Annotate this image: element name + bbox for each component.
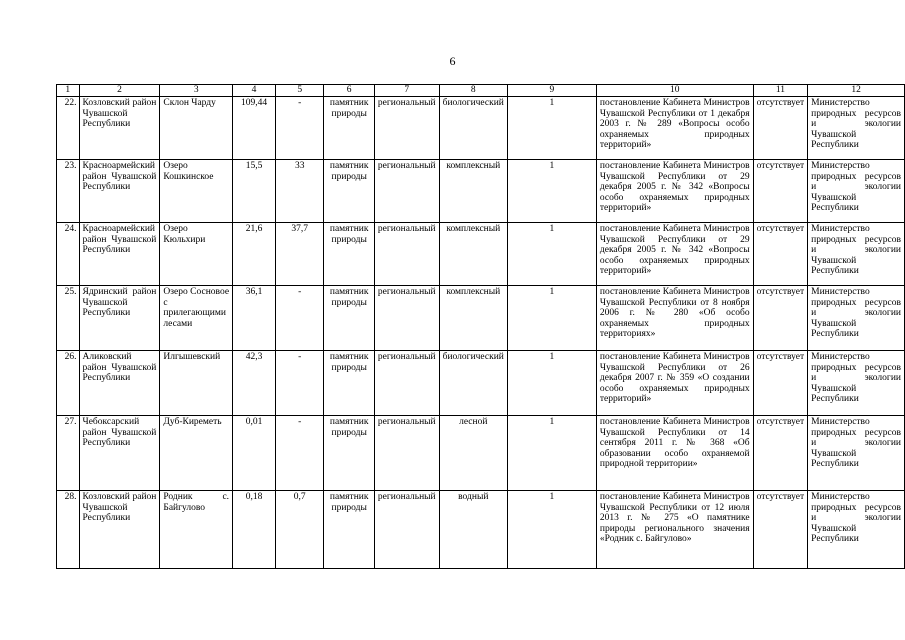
profile-cell: комплексный [439, 223, 507, 286]
significance-cell: региональный [374, 416, 439, 491]
ministry-cell: Министерство природных ресурсов и экологии Чувашской Республики [808, 223, 905, 286]
district-cell: Козловский район Чувашской Республики [79, 97, 160, 160]
district-cell: Ядринский район Чувашской Республики [79, 286, 160, 351]
category-cell: памятник природы [324, 416, 374, 491]
table-body [57, 85, 905, 569]
count-cell: 1 [507, 491, 596, 569]
category-cell: памятник природы [324, 223, 374, 286]
status-cell: отсутствует [753, 286, 808, 351]
table-row [57, 97, 905, 160]
category-cell: памятник природы [324, 351, 374, 416]
status-cell: отсутствует [753, 223, 808, 286]
table-row [57, 351, 905, 416]
protection-zone-area-cell: - [276, 97, 324, 160]
count-cell: 1 [507, 97, 596, 160]
header-row [57, 85, 905, 97]
row-number: 28. [57, 491, 80, 569]
document-cell: постановление Кабинета Министров Чувашской Республики от 29 декабря 2005 г. № 342 «Вопросы особо охраняемых природных территорий» [596, 160, 753, 223]
row-number: 27. [57, 416, 80, 491]
table-row [57, 286, 905, 351]
status-cell: отсутствует [753, 351, 808, 416]
document-cell: постановление Кабинета Министров Чувашской Республики от 26 декабря 2007 г. № 359 «О создании особо охраняемых природных территорий» [596, 351, 753, 416]
row-number: 26. [57, 351, 80, 416]
district-cell: Козловский район Чувашской Республики [79, 491, 160, 569]
ministry-cell: Министерство природных ресурсов и экологии Чувашской Республики [808, 97, 905, 160]
ministry-cell: Министерство природных ресурсов и экологии Чувашской Республики [808, 160, 905, 223]
table-row [57, 416, 905, 491]
district-cell: Красноармейский район Чувашской Республики [79, 223, 160, 286]
status-cell: отсутствует [753, 97, 808, 160]
table-row [57, 491, 905, 569]
document-cell: постановление Кабинета Министров Чувашской Республики от 1 декабря 2003 г. № 289 «Вопросы особо охраняемых природных территорий» [596, 97, 753, 160]
area-cell: 0,18 [233, 491, 276, 569]
status-cell: отсутствует [753, 491, 808, 569]
profile-cell: биологический [439, 97, 507, 160]
header-cell: 7 [374, 85, 439, 97]
header-cell: 11 [753, 85, 808, 97]
profile-cell: лесной [439, 416, 507, 491]
ministry-cell: Министерство природных ресурсов и экологии Чувашской Республики [808, 286, 905, 351]
row-number: 22. [57, 97, 80, 160]
name-cell: Родник с. Байгулово [160, 491, 233, 569]
significance-cell: региональный [374, 351, 439, 416]
profile-cell: водный [439, 491, 507, 569]
header-cell: 6 [324, 85, 374, 97]
area-cell: 36,1 [233, 286, 276, 351]
area-cell: 109,44 [233, 97, 276, 160]
document-cell: постановление Кабинета Министров Чувашской Республики от 12 июля 2013 г. № 275 «О памятнике природы регионального значения «Родник с. Байгулово» [596, 491, 753, 569]
significance-cell: региональный [374, 286, 439, 351]
name-cell: Озеро Кюльхири [160, 223, 233, 286]
category-cell: памятник природы [324, 160, 374, 223]
category-cell: памятник природы [324, 97, 374, 160]
row-number: 24. [57, 223, 80, 286]
protection-zone-area-cell: 37,7 [276, 223, 324, 286]
district-cell: Аликовский район Чувашской Республики [79, 351, 160, 416]
header-cell: 2 [79, 85, 160, 97]
significance-cell: региональный [374, 223, 439, 286]
protection-zone-area-cell: - [276, 416, 324, 491]
name-cell: Дуб-Киреметь [160, 416, 233, 491]
header-cell: 9 [507, 85, 596, 97]
header-cell: 4 [233, 85, 276, 97]
table-row [57, 160, 905, 223]
row-number: 23. [57, 160, 80, 223]
protection-zone-area-cell: - [276, 351, 324, 416]
header-cell: 5 [276, 85, 324, 97]
area-cell: 15,5 [233, 160, 276, 223]
header-cell: 3 [160, 85, 233, 97]
page-number: 6 [449, 54, 456, 68]
significance-cell: региональный [374, 491, 439, 569]
name-cell: Илгышевский [160, 351, 233, 416]
district-cell: Чебоксарский район Чувашской Республики [79, 416, 160, 491]
category-cell: памятник природы [324, 491, 374, 569]
document-cell: постановление Кабинета Министров Чувашской Республики от 29 декабря 2005 г. № 342 «Вопросы особо охраняемых природных территорий» [596, 223, 753, 286]
document-cell: постановление Кабинета Министров Чувашской Республики от 8 ноября 2006 г. № 280 «Об особо охраняемых природных территориях» [596, 286, 753, 351]
name-cell: Озеро Сосновое с прилегающими лесами [160, 286, 233, 351]
name-cell: Склон Чарду [160, 97, 233, 160]
protection-zone-area-cell: 0,7 [276, 491, 324, 569]
area-cell: 0,01 [233, 416, 276, 491]
table-row [57, 223, 905, 286]
protected-areas-table [56, 84, 905, 569]
ministry-cell: Министерство природных ресурсов и экологии Чувашской Республики [808, 351, 905, 416]
ministry-cell: Министерство природных ресурсов и экологии Чувашской Республики [808, 491, 905, 569]
header-cell: 1 [57, 85, 80, 97]
status-cell: отсутствует [753, 160, 808, 223]
status-cell: отсутствует [753, 416, 808, 491]
count-cell: 1 [507, 351, 596, 416]
row-number: 25. [57, 286, 80, 351]
count-cell: 1 [507, 416, 596, 491]
document-cell: постановление Кабинета Министров Чувашской Республики от 14 сентября 2011 г. № 368 «Об образовании особо охраняемой природной территории» [596, 416, 753, 491]
count-cell: 1 [507, 160, 596, 223]
name-cell: Озеро Кошкинское [160, 160, 233, 223]
area-cell: 42,3 [233, 351, 276, 416]
header-cell: 8 [439, 85, 507, 97]
profile-cell: комплексный [439, 160, 507, 223]
area-cell: 21,6 [233, 223, 276, 286]
district-cell: Красноармейский район Чувашской Республики [79, 160, 160, 223]
protection-zone-area-cell: - [276, 286, 324, 351]
protection-zone-area-cell: 33 [276, 160, 324, 223]
profile-cell: комплексный [439, 286, 507, 351]
significance-cell: региональный [374, 160, 439, 223]
ministry-cell: Министерство природных ресурсов и экологии Чувашской Республики [808, 416, 905, 491]
count-cell: 1 [507, 286, 596, 351]
header-cell: 10 [596, 85, 753, 97]
category-cell: памятник природы [324, 286, 374, 351]
count-cell: 1 [507, 223, 596, 286]
significance-cell: региональный [374, 97, 439, 160]
profile-cell: биологический [439, 351, 507, 416]
header-cell: 12 [808, 85, 905, 97]
